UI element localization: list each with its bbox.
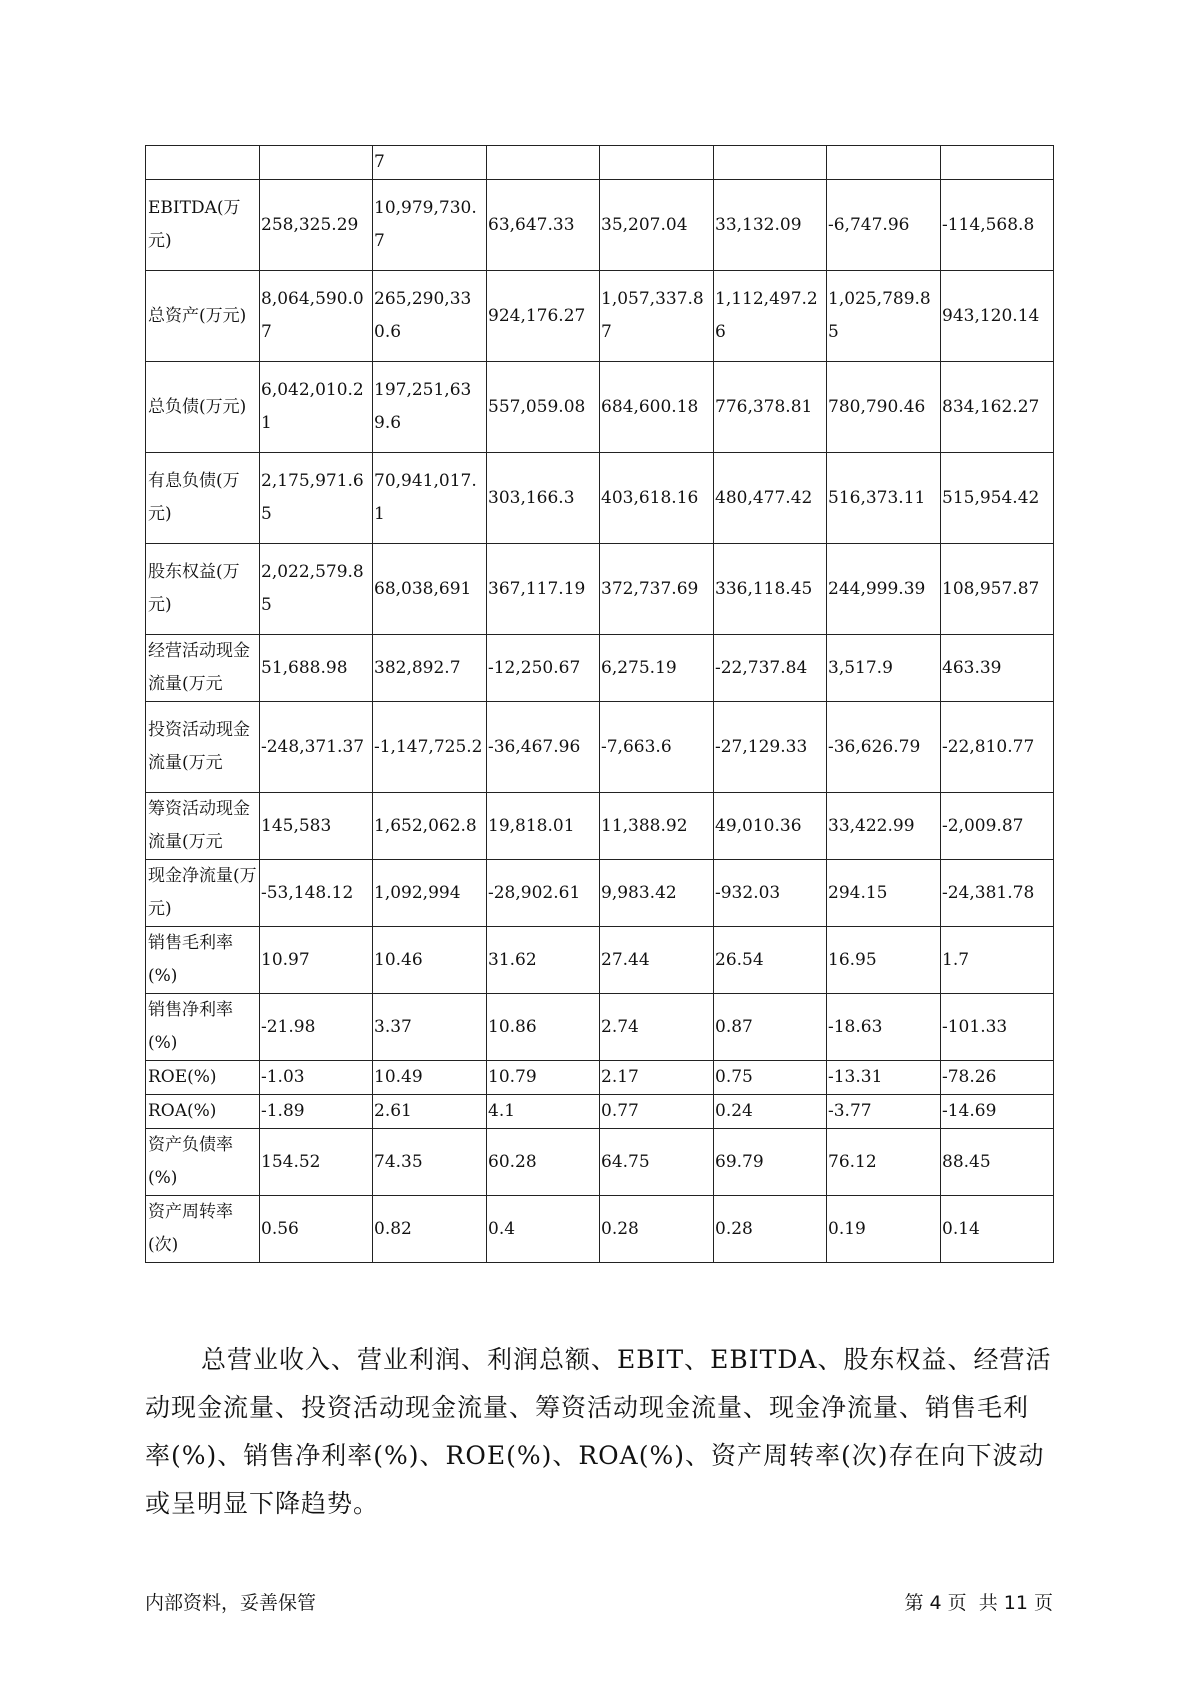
table-row bbox=[146, 635, 1054, 702]
table-cell: 1,112,497.26 bbox=[714, 271, 827, 362]
table-cell: 0.87 bbox=[714, 994, 827, 1061]
table-cell: 2.61 bbox=[373, 1095, 487, 1129]
table-row bbox=[146, 544, 1054, 635]
table-cell: 10,979,730.7 bbox=[373, 180, 487, 271]
table-cell: 1,092,994 bbox=[373, 860, 487, 927]
table-cell: 154.52 bbox=[260, 1129, 373, 1196]
table-cell: -248,371.37 bbox=[260, 702, 373, 793]
table-cell: 74.35 bbox=[373, 1129, 487, 1196]
table-row bbox=[146, 927, 1054, 994]
table-cell: 0.24 bbox=[714, 1095, 827, 1129]
table-cell bbox=[827, 146, 941, 180]
table-cell: 6,042,010.21 bbox=[260, 362, 373, 453]
table-cell bbox=[260, 146, 373, 180]
table-cell: 33,132.09 bbox=[714, 180, 827, 271]
table-cell: 88.45 bbox=[941, 1129, 1054, 1196]
table-cell: -1.03 bbox=[260, 1061, 373, 1095]
table-cell: 515,954.42 bbox=[941, 453, 1054, 544]
table-cell: 10.46 bbox=[373, 927, 487, 994]
footer-confidential-note: 内部资料，妥善保管 bbox=[145, 1592, 317, 1614]
row-label: 筹资活动现金流量(万元 bbox=[146, 793, 260, 860]
table-cell: 10.97 bbox=[260, 927, 373, 994]
table-cell: -101.33 bbox=[941, 994, 1054, 1061]
row-label: 销售毛利率(%) bbox=[146, 927, 260, 994]
table-cell: 31.62 bbox=[487, 927, 600, 994]
table-cell: 1,057,337.87 bbox=[600, 271, 714, 362]
table-cell: 0.28 bbox=[600, 1196, 714, 1263]
row-label: 有息负债(万元) bbox=[146, 453, 260, 544]
row-label: ROE(%) bbox=[146, 1061, 260, 1095]
table-cell: -28,902.61 bbox=[487, 860, 600, 927]
table-cell: 108,957.87 bbox=[941, 544, 1054, 635]
table-cell: 0.77 bbox=[600, 1095, 714, 1129]
table-cell: 776,378.81 bbox=[714, 362, 827, 453]
table-cell: 1.7 bbox=[941, 927, 1054, 994]
table-cell: 10.49 bbox=[373, 1061, 487, 1095]
table-cell bbox=[600, 146, 714, 180]
table-cell: -24,381.78 bbox=[941, 860, 1054, 927]
table-cell: 480,477.42 bbox=[714, 453, 827, 544]
table-cell: 7 bbox=[373, 146, 487, 180]
table-cell: 1,025,789.85 bbox=[827, 271, 941, 362]
table-cell: 69.79 bbox=[714, 1129, 827, 1196]
row-label: 资产负债率(%) bbox=[146, 1129, 260, 1196]
table-cell: 0.14 bbox=[941, 1196, 1054, 1263]
row-label: 投资活动现金流量(万元 bbox=[146, 702, 260, 793]
table-cell: 0.19 bbox=[827, 1196, 941, 1263]
table-cell: 10.79 bbox=[487, 1061, 600, 1095]
table-row bbox=[146, 180, 1054, 271]
table-cell: -21.98 bbox=[260, 994, 373, 1061]
table-cell: 834,162.27 bbox=[941, 362, 1054, 453]
table-cell: -14.69 bbox=[941, 1095, 1054, 1129]
row-label: ROA(%) bbox=[146, 1095, 260, 1129]
table-cell: 303,166.3 bbox=[487, 453, 600, 544]
table-cell: 2,175,971.65 bbox=[260, 453, 373, 544]
table-cell: -18.63 bbox=[827, 994, 941, 1061]
table-cell: 924,176.27 bbox=[487, 271, 600, 362]
table-cell: 68,038,691 bbox=[373, 544, 487, 635]
table-cell: 367,117.19 bbox=[487, 544, 600, 635]
table-cell: -1.89 bbox=[260, 1095, 373, 1129]
table-row bbox=[146, 1196, 1054, 1263]
table-cell: 780,790.46 bbox=[827, 362, 941, 453]
table-cell: 11,388.92 bbox=[600, 793, 714, 860]
table-cell: 336,118.45 bbox=[714, 544, 827, 635]
table-cell: -22,810.77 bbox=[941, 702, 1054, 793]
table-row bbox=[146, 702, 1054, 793]
table-cell: 51,688.98 bbox=[260, 635, 373, 702]
table-cell: 9,983.42 bbox=[600, 860, 714, 927]
row-label: 现金净流量(万元) bbox=[146, 860, 260, 927]
table-cell: 294.15 bbox=[827, 860, 941, 927]
table-cell: 4.1 bbox=[487, 1095, 600, 1129]
table-cell: -22,737.84 bbox=[714, 635, 827, 702]
table-cell bbox=[487, 146, 600, 180]
table-cell: 35,207.04 bbox=[600, 180, 714, 271]
table-cell: 3.37 bbox=[373, 994, 487, 1061]
table-row bbox=[146, 1095, 1054, 1129]
table-cell: -3.77 bbox=[827, 1095, 941, 1129]
table-cell: -36,626.79 bbox=[827, 702, 941, 793]
row-label: 销售净利率(%) bbox=[146, 994, 260, 1061]
table-row bbox=[146, 362, 1054, 453]
table-cell: 197,251,639.6 bbox=[373, 362, 487, 453]
table-cell: 684,600.18 bbox=[600, 362, 714, 453]
table-cell: 2.17 bbox=[600, 1061, 714, 1095]
table-cell: 1,652,062.8 bbox=[373, 793, 487, 860]
table-cell: 16.95 bbox=[827, 927, 941, 994]
table-cell: 76.12 bbox=[827, 1129, 941, 1196]
table-cell: 943,120.14 bbox=[941, 271, 1054, 362]
table-cell: -12,250.67 bbox=[487, 635, 600, 702]
row-label: 资产周转率(次) bbox=[146, 1196, 260, 1263]
table-cell: 0.28 bbox=[714, 1196, 827, 1263]
table-cell: 60.28 bbox=[487, 1129, 600, 1196]
table-row bbox=[146, 994, 1054, 1061]
table-cell: -78.26 bbox=[941, 1061, 1054, 1095]
table-cell: 64.75 bbox=[600, 1129, 714, 1196]
footer-page-number: 第 4 页 共 11 页 bbox=[904, 1592, 1053, 1614]
table-row bbox=[146, 453, 1054, 544]
table-cell: 265,290,330.6 bbox=[373, 271, 487, 362]
table-cell bbox=[714, 146, 827, 180]
table-cell: 6,275.19 bbox=[600, 635, 714, 702]
table-cell: 10.86 bbox=[487, 994, 600, 1061]
table-cell: -36,467.96 bbox=[487, 702, 600, 793]
table-cell: 258,325.29 bbox=[260, 180, 373, 271]
table-cell: -13.31 bbox=[827, 1061, 941, 1095]
table-cell bbox=[941, 146, 1054, 180]
table-cell: 8,064,590.07 bbox=[260, 271, 373, 362]
table-cell: 19,818.01 bbox=[487, 793, 600, 860]
row-label: 经营活动现金流量(万元 bbox=[146, 635, 260, 702]
table-cell: 49,010.36 bbox=[714, 793, 827, 860]
table-cell: 3,517.9 bbox=[827, 635, 941, 702]
row-label bbox=[146, 146, 260, 180]
table-cell: 463.39 bbox=[941, 635, 1054, 702]
table-cell: 2.74 bbox=[600, 994, 714, 1061]
table-cell: 0.75 bbox=[714, 1061, 827, 1095]
table-cell: 70,941,017.1 bbox=[373, 453, 487, 544]
table-cell: -932.03 bbox=[714, 860, 827, 927]
table-row bbox=[146, 860, 1054, 927]
table-body bbox=[146, 146, 1054, 1263]
table-cell: 145,583 bbox=[260, 793, 373, 860]
financial-indicators-table bbox=[145, 145, 1054, 1263]
table-cell: 26.54 bbox=[714, 927, 827, 994]
table-cell: -53,148.12 bbox=[260, 860, 373, 927]
table-cell: 33,422.99 bbox=[827, 793, 941, 860]
table-cell: -27,129.33 bbox=[714, 702, 827, 793]
table-cell: 0.4 bbox=[487, 1196, 600, 1263]
table-cell: 63,647.33 bbox=[487, 180, 600, 271]
table-row bbox=[146, 793, 1054, 860]
summary-paragraph: 总营业收入、营业利润、利润总额、EBIT、EBITDA、股东权益、经营活动现金流量、投资活动现金流量、筹资活动现金流量、现金净流量、销售毛利率(%)、销售净利率(%)、ROE(%)、ROA(%)、资产周转率(次)存在向下波动或呈明显下降趋势。 bbox=[145, 1345, 1052, 1518]
table-cell: -1,147,725.2 bbox=[373, 702, 487, 793]
table-row bbox=[146, 1061, 1054, 1095]
table-cell: 0.82 bbox=[373, 1196, 487, 1263]
row-label: EBITDA(万元) bbox=[146, 180, 260, 271]
row-label: 总负债(万元) bbox=[146, 362, 260, 453]
table-cell: 557,059.08 bbox=[487, 362, 600, 453]
table-row bbox=[146, 146, 1054, 180]
table-cell: 27.44 bbox=[600, 927, 714, 994]
table-cell: 244,999.39 bbox=[827, 544, 941, 635]
row-label: 股东权益(万元) bbox=[146, 544, 260, 635]
row-label: 总资产(万元) bbox=[146, 271, 260, 362]
table-cell: -6,747.96 bbox=[827, 180, 941, 271]
table-row bbox=[146, 271, 1054, 362]
table-cell: -2,009.87 bbox=[941, 793, 1054, 860]
table-cell: 2,022,579.85 bbox=[260, 544, 373, 635]
table-cell: 403,618.16 bbox=[600, 453, 714, 544]
table-cell: 372,737.69 bbox=[600, 544, 714, 635]
table-cell: 0.56 bbox=[260, 1196, 373, 1263]
table-cell: -114,568.8 bbox=[941, 180, 1054, 271]
table-cell: 382,892.7 bbox=[373, 635, 487, 702]
table-row bbox=[146, 1129, 1054, 1196]
table-cell: -7,663.6 bbox=[600, 702, 714, 793]
table-cell: 516,373.11 bbox=[827, 453, 941, 544]
